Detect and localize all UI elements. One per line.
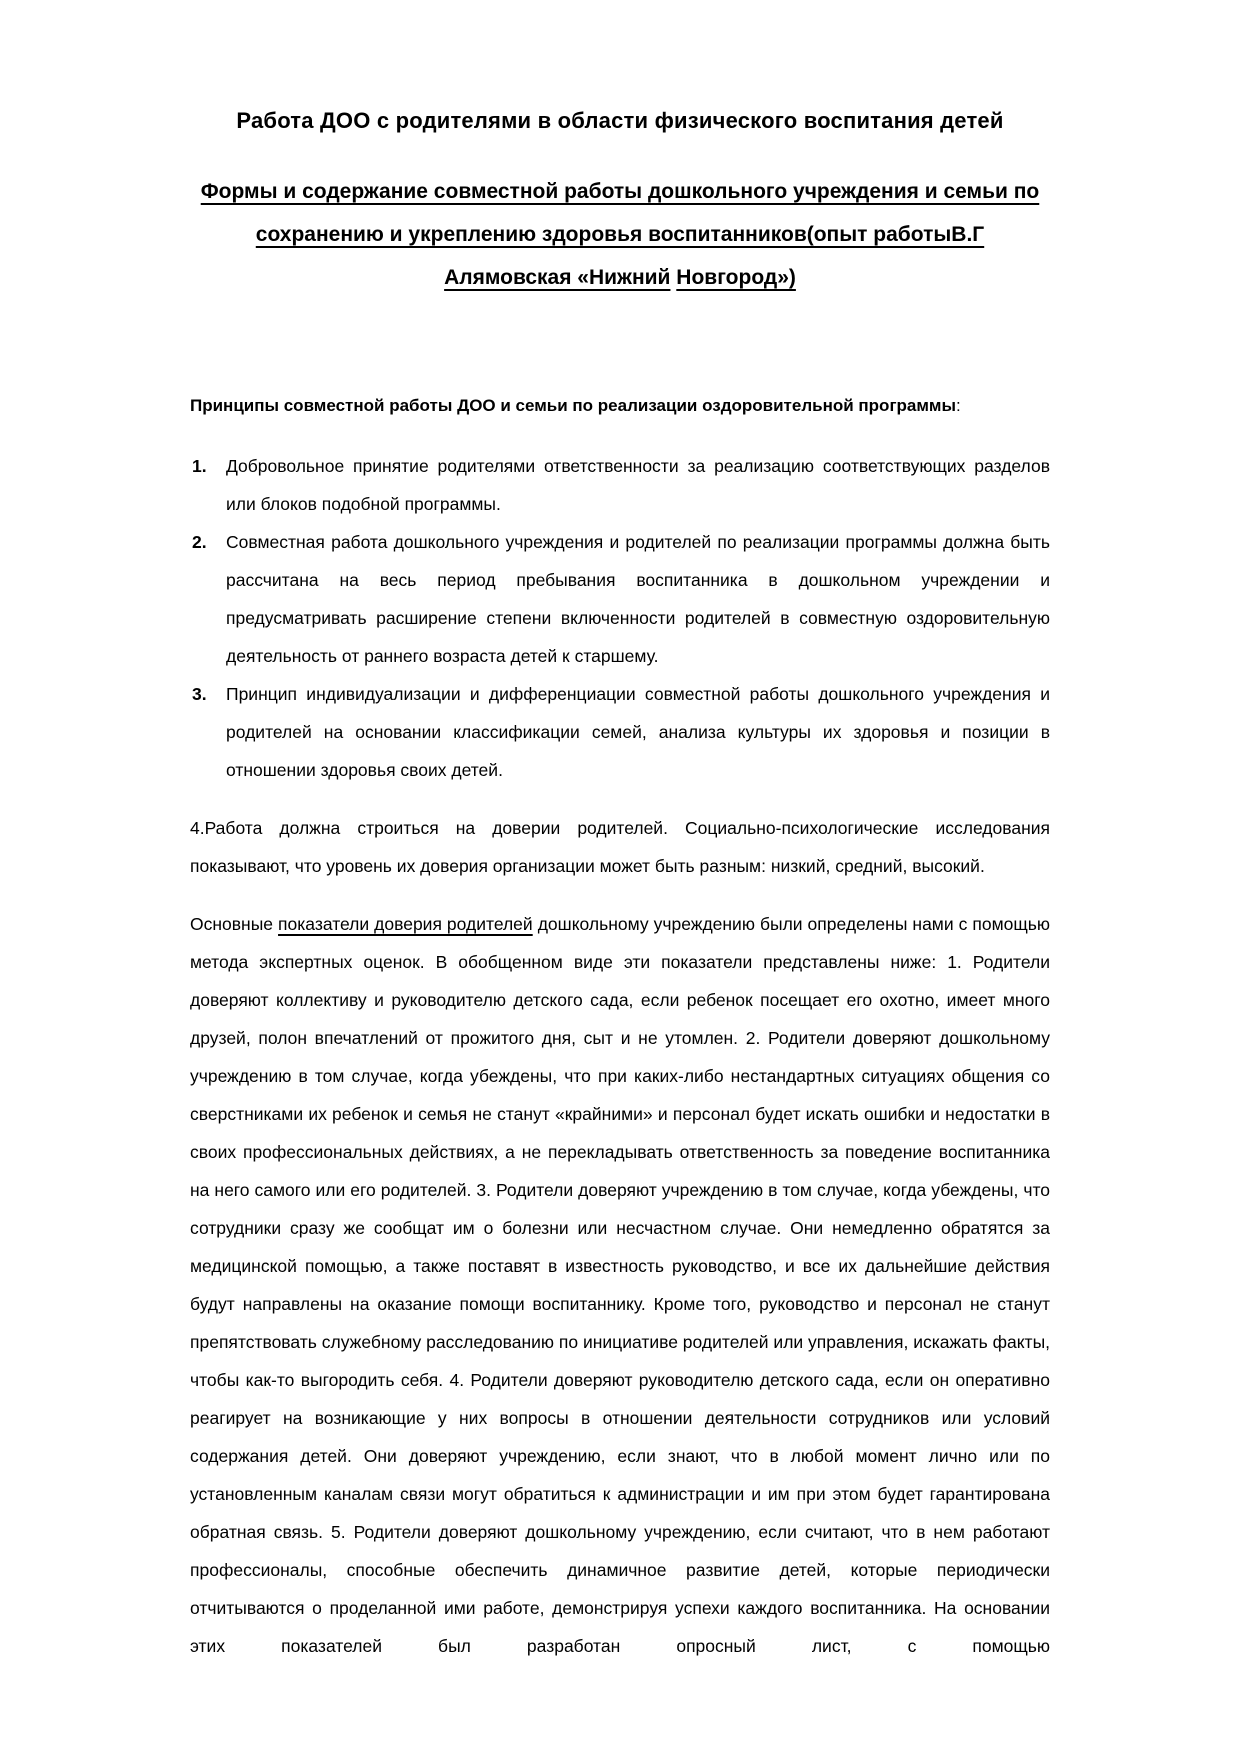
- list-item: [190, 523, 1050, 675]
- paragraph-indicators: [190, 905, 1050, 1665]
- document-subtitle: [190, 170, 1050, 299]
- list-item-text: Совместная работа дошкольного учреждения и родителей по реализации программы должна быть рассчитана на весь период пребывания воспитанника в дошкольном учреждении и предусматривать расширение степени включенности родителей в совместную оздоровительную деятельность от раннего возраста детей к старшему.: [226, 532, 1050, 666]
- paragraph-indicators-underlined: показатели доверия родителей: [278, 914, 533, 934]
- document-title: Работа ДОО с родителями в области физического воспитания детей: [236, 108, 1004, 133]
- principles-heading-colon: :: [956, 396, 961, 415]
- paragraph-trust: 4.Работа должна строиться на доверии родителей. Социально-психологические исследования показывают, что уровень их доверия организации может быть разным: низкий, средний, высокий.: [190, 818, 1050, 876]
- document-content: [190, 0, 1050, 1665]
- paragraph-indicators-lead: Основные: [190, 914, 279, 934]
- principles-heading-text: Принципы совместной работы ДОО и семьи по реализации оздоровительной программы: [190, 396, 957, 415]
- list-item: [190, 675, 1050, 789]
- list-item-number: 1.: [192, 456, 207, 476]
- list-item-number: 2.: [192, 532, 207, 552]
- subtitle-tail-text: Новгород»): [676, 266, 796, 289]
- list-item-text: Добровольное принятие родителями ответственности за реализацию соответствующих разделов или блоков подобной программы.: [226, 456, 1050, 514]
- list-item: [190, 447, 1050, 523]
- principles-list: [190, 447, 1050, 789]
- list-item-text: Принцип индивидуализации и дифференциации совместной работы дошкольного учреждения и родителей на основании классификации семей, анализа культуры их здоровья и позиции в отношении здоровья своих детей.: [226, 684, 1050, 780]
- subtitle-main-text: Формы и содержание совместной работы дошкольного учреждения и семьи по сохранению и укреплению здоровья воспитанников(опыт работыВ.Г Алямовская «Нижний: [200, 180, 1040, 289]
- principles-heading: [190, 393, 1050, 419]
- list-item-number: 3.: [192, 684, 207, 704]
- paragraph-indicators-rest: дошкольному учреждению были определены нами с помощью метода экспертных оценок. В обобщенном виде эти показатели представлены ниже: 1. Родители доверяют коллективу и руководителю детского сада, если ребенок посещает его охотно, имеет много друзей, полон впечатлений от прожитого дня, сыт и не утомлен. 2. Родители доверяют дошкольному учреждению в том случае, когда убеждены, что при каких-либо нестандартных ситуациях общения со сверстниками их ребенок и семья не станут «крайними» и персонал будет искать ошибки и недостатки в своих профессиональных действиях, а не перекладывать ответственность за поведение воспитанника на него самого или его родителей. 3. Родители доверяют учреждению в том случае, когда убеждены, что сотрудники сразу же сообщат им о болезни или несчастном случае. Они немедленно обратятся за медицинской помощью, а также поставят в известность руководство, и все их дальнейшие действия будут направлены на оказание помощи воспитаннику. Кроме того, руководство и персонал не станут препятствовать служебному расследованию по инициативе родителей или управления, искажать факты, чтобы как-то выгородить себя. 4. Родители доверяют руководителю детского сада, если он оперативно реагирует на возникающие у них вопросы в отношении деятельности сотрудников или условий содержания детей. Они доверяют учреждению, если знают, что в любой момент лично или по установленным каналам связи могут обратиться к администрации и им при этом будет гарантирована обратная связь. 5. Родители доверяют дошкольному учреждению, если считают, что в нем работают профессионалы, способные обеспечить динамичное развитие детей, которые периодически отчитываются о проделанной ими работе, демонстрируя успехи каждого воспитанника. На основании этих показателей был разработан опросный лист, с помощью: [190, 914, 1051, 1656]
